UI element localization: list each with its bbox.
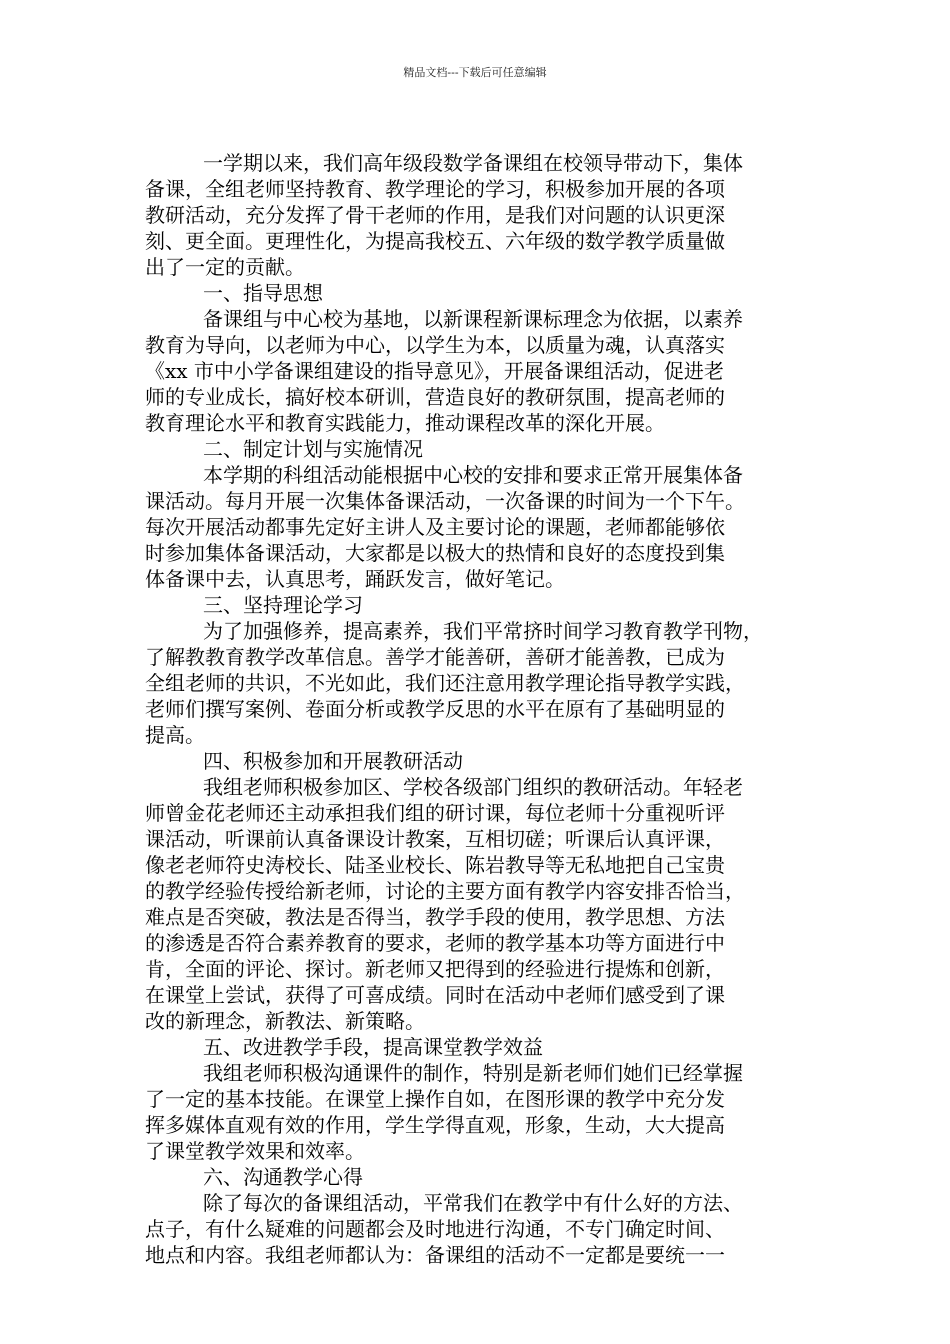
text-line: 提高。 xyxy=(145,723,205,747)
text-line: 二、制定计划与实施情况 xyxy=(203,437,423,461)
text-line: 教育理论水平和教育实践能力，推动课程改革的深化开展。 xyxy=(145,411,665,435)
text-line: 师曾金花老师还主动承担我们组的研讨课，每位老师十分重视听评 xyxy=(145,801,725,825)
text-line: 除了每次的备课组活动，平常我们在教学中有什么好的方法、 xyxy=(203,1191,743,1215)
text-line: 在课堂上尝试，获得了可喜成绩。同时在活动中老师们感受到了课 xyxy=(145,983,725,1007)
text-line: 了课堂教学效果和效率。 xyxy=(145,1139,365,1163)
text-line: 每次开展活动都事先定好主讲人及主要讨论的课题，老师都能够依 xyxy=(145,515,725,539)
text-line: 《xx 市中小学备课组建设的指导意见》，开展备课组活动，促进老 xyxy=(145,359,724,383)
text-line: 师的专业成长，搞好校本研训，营造良好的教研氛围，提高老师的 xyxy=(145,385,725,409)
page-header: 精品文档---下载后可任意编辑 xyxy=(403,66,547,79)
text-line: 我组老师积极参加区、学校各级部门组织的教研活动。年轻老 xyxy=(203,775,743,799)
document-body xyxy=(145,150,810,1268)
text-line: 六、沟通教学心得 xyxy=(203,1165,363,1189)
text-line: 点子，有什么疑难的问题都会及时地进行沟通，不专门确定时间、 xyxy=(145,1217,725,1241)
text-line: 教育为导向，以老师为中心，以学生为本，以质量为魂，认真落实 xyxy=(145,333,725,357)
text-line: 出了一定的贡献。 xyxy=(145,255,305,279)
text-line: 体备课中去，认真思考，踊跃发言，做好笔记。 xyxy=(145,567,565,591)
text-line: 备课组与中心校为基地，以新课程新课标理念为依据，以素养 xyxy=(203,307,743,331)
text-line: 为了加强修养，提高素养，我们平常挤时间学习教育教学刊物， xyxy=(203,619,763,643)
text-line: 肯，全面的评论、探讨。新老师又把得到的经验进行提炼和创新， xyxy=(145,957,725,981)
text-line: 了解教教育教学改革信息。善学才能善研，善研才能善教，已成为 xyxy=(145,645,725,669)
text-line: 地点和内容。我组老师都认为：备课组的活动不一定都是要统一一 xyxy=(145,1243,725,1267)
text-line: 一、指导思想 xyxy=(203,281,323,305)
text-line: 教研活动，充分发挥了骨干老师的作用，是我们对问题的认识更深 xyxy=(145,203,725,227)
text-line: 改的新理念，新教法、新策略。 xyxy=(145,1009,425,1033)
text-line: 挥多媒体直观有效的作用，学生学得直观，形象，生动，大大提高 xyxy=(145,1113,725,1137)
text-line: 四、积极参加和开展教研活动 xyxy=(203,749,463,773)
text-line: 备课，全组老师坚持教育、教学理论的学习，积极参加开展的各项 xyxy=(145,177,725,201)
text-line: 五、改进教学手段，提高课堂教学效益 xyxy=(203,1035,543,1059)
text-line: 刻、更全面。更理性化，为提高我校五、六年级的数学教学质量做 xyxy=(145,229,725,253)
text-line: 了一定的基本技能。在课堂上操作自如，在图形课的教学中充分发 xyxy=(145,1087,725,1111)
text-line: 一学期以来，我们高年级段数学备课组在校领导带动下，集体 xyxy=(203,151,743,175)
text-line: 全组老师的共识，不光如此，我们还注意用教学理论指导教学实践， xyxy=(145,671,745,695)
text-line: 课活动，听课前认真备课设计教案，互相切磋；听课后认真评课， xyxy=(145,827,725,851)
text-line: 老师们撰写案例、卷面分析或教学反思的水平在原有了基础明显的 xyxy=(145,697,725,721)
text-line: 的渗透是否符合素养教育的要求，老师的教学基本功等方面进行中 xyxy=(145,931,725,955)
text-line: 的教学经验传授给新老师，讨论的主要方面有教学内容安排否恰当， xyxy=(145,879,745,903)
text-line: 三、坚持理论学习 xyxy=(203,593,363,617)
text-line: 课活动。每月开展一次集体备课活动，一次备课的时间为一个下午。 xyxy=(145,489,745,513)
text-line: 难点是否突破，教法是否得当，教学手段的使用，教学思想、方法 xyxy=(145,905,725,929)
text-line: 时参加集体备课活动，大家都是以极大的热情和良好的态度投到集 xyxy=(145,541,725,565)
text-line: 本学期的科组活动能根据中心校的安排和要求正常开展集体备 xyxy=(203,463,743,487)
text-line: 像老老师符史涛校长、陆圣业校长、陈岩教导等无私地把自己宝贵 xyxy=(145,853,725,877)
text-line: 我组老师积极沟通课件的制作，特别是新老师们她们已经掌握 xyxy=(203,1061,743,1085)
